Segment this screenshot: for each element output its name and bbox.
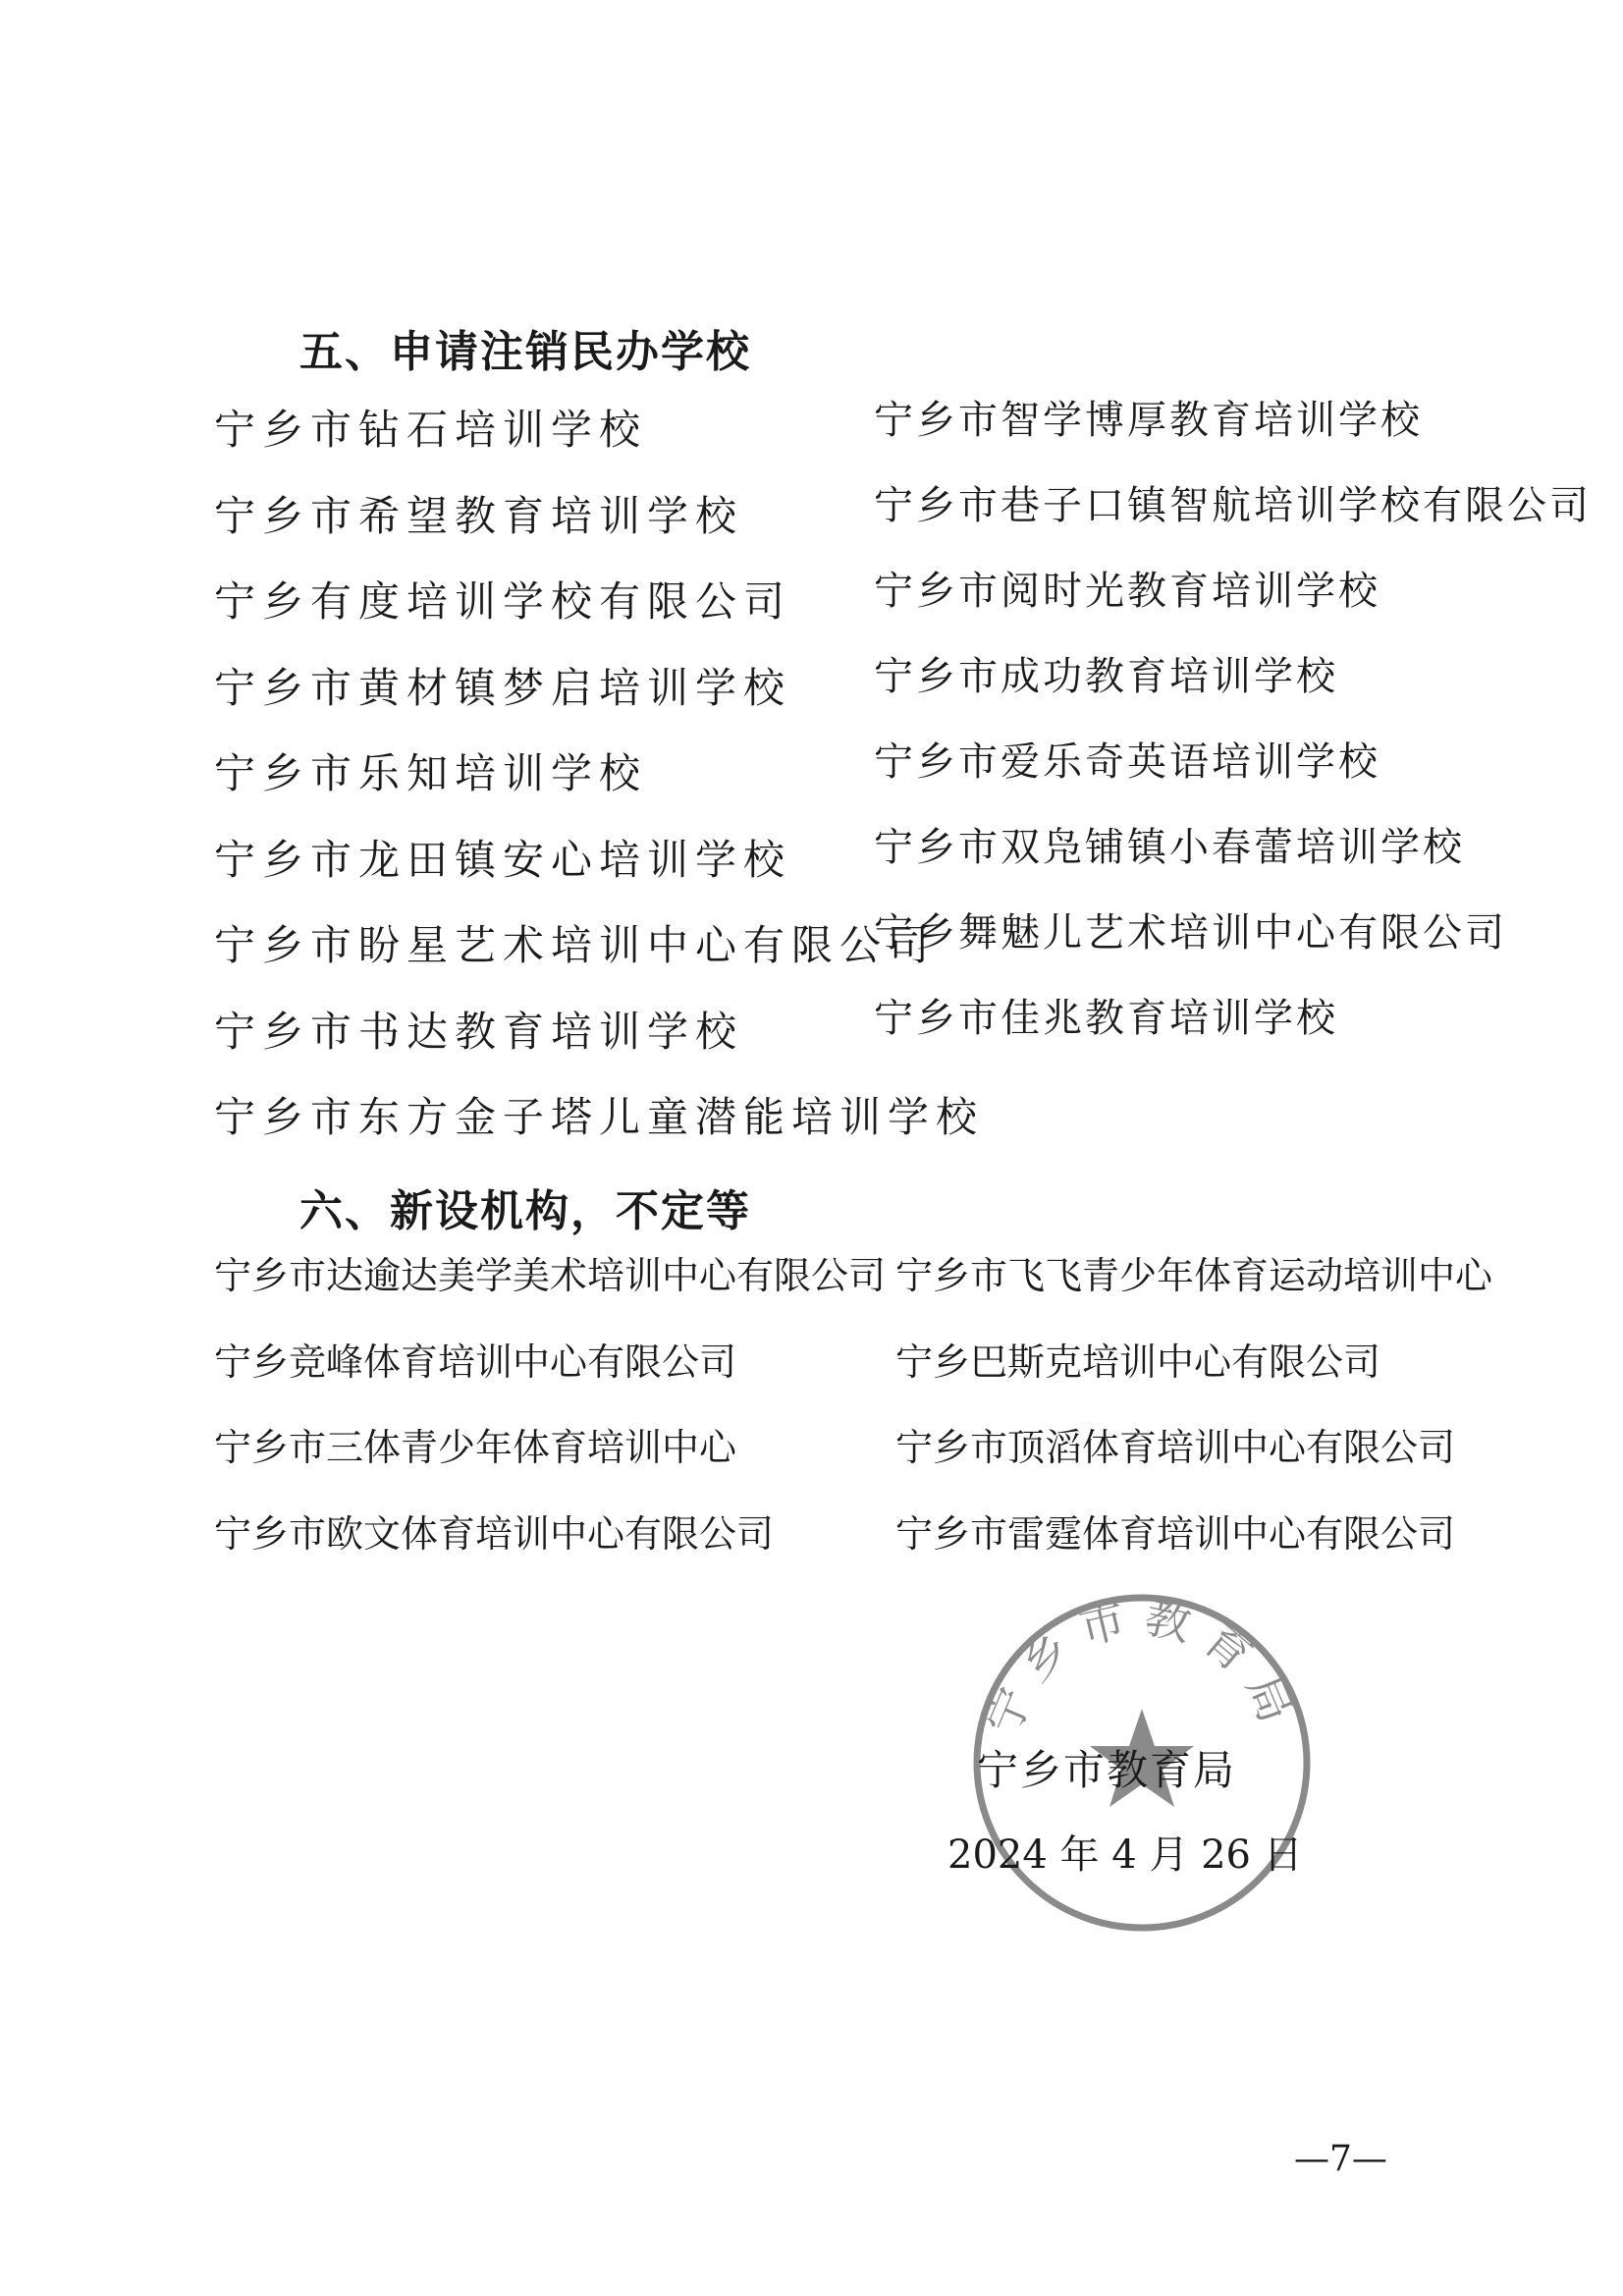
list-item: 宁乡巴斯克培训中心有限公司: [895, 1339, 1381, 1384]
list-item: 宁乡市希望教育培训学校: [214, 491, 744, 540]
section-six-left-list: [214, 1247, 886, 1591]
list-item: 宁乡市达逾达美学美术培训中心有限公司: [214, 1254, 887, 1297]
signature-date: 2024 年 4 月 26 日: [947, 1832, 1303, 1878]
list-item: 宁乡市黄材镇梦启培训学校: [214, 663, 792, 712]
list-item: 宁乡市阅时光教育培训学校: [874, 569, 1380, 614]
page-number: —7—: [1294, 2139, 1387, 2179]
section-five-left-list: [214, 401, 984, 1175]
list-item: 宁乡市巷子口镇智航培训学校有限公司: [874, 483, 1592, 528]
list-item: 宁乡市盼星艺术培训中心有限公司: [214, 921, 937, 969]
list-item: 宁乡市钻石培训学校: [214, 406, 648, 454]
list-item: 宁乡舞魅儿艺术培训中心有限公司: [874, 910, 1507, 956]
section-six-heading: 六、新设机构，不定等: [299, 1186, 751, 1236]
list-item: 宁乡市乐知培训学校: [214, 749, 648, 797]
seal-text: 宁乡市教育局: [975, 1591, 1309, 1743]
list-item: 宁乡有度培训学校有限公司: [214, 577, 792, 626]
signature-organization: 宁乡市教育局: [977, 1746, 1237, 1794]
list-item: 宁乡市佳兆教育培训学校: [874, 996, 1338, 1041]
list-item: 宁乡市东方金子塔儿童潜能培训学校: [214, 1093, 985, 1141]
section-six-right-list: [895, 1247, 1492, 1591]
list-item: 宁乡市成功教育培训学校: [874, 654, 1338, 699]
list-item: 宁乡市爱乐奇英语培训学校: [874, 739, 1380, 785]
list-item: 宁乡市雷霆体育培训中心有限公司: [895, 1511, 1456, 1556]
list-item: 宁乡市飞飞青少年体育运动培训中心: [895, 1254, 1493, 1297]
list-item: 宁乡市欧文体育培训中心有限公司: [214, 1511, 775, 1556]
list-item: 宁乡竞峰体育培训中心有限公司: [214, 1339, 737, 1384]
list-item: 宁乡市双凫铺镇小春蕾培训学校: [874, 825, 1465, 870]
section-five-heading: 五、申请注销民办学校: [299, 327, 751, 377]
list-item: 宁乡市顶滔体育培训中心有限公司: [895, 1426, 1456, 1469]
list-item: 宁乡市智学博厚教育培训学校: [874, 398, 1423, 443]
list-item: 宁乡市龙田镇安心培训学校: [214, 835, 792, 884]
section-five-right-list: [874, 391, 1592, 1074]
list-item: 宁乡市三体青少年体育培训中心: [214, 1426, 737, 1469]
list-item: 宁乡市书达教育培训学校: [214, 1007, 744, 1056]
